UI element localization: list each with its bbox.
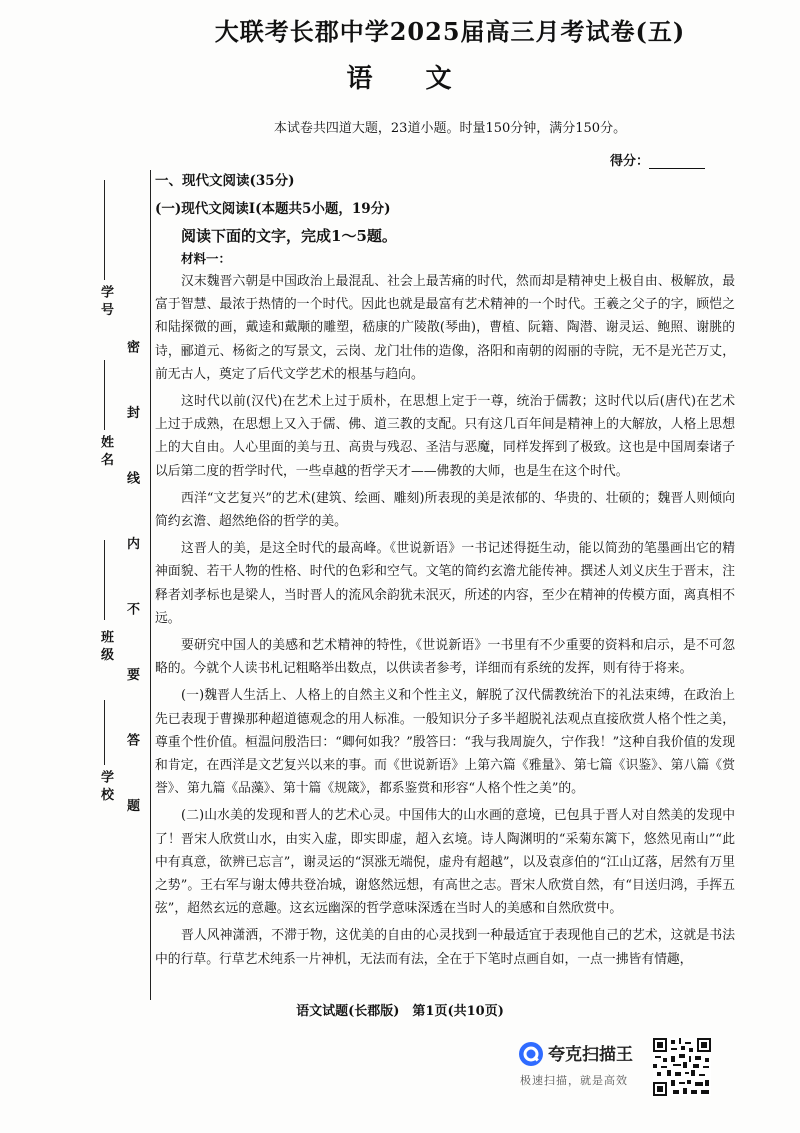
exam-instructions: 本试卷共四道大题，23道小题。时量150分钟，满分150分。 — [273, 121, 627, 136]
scanner-watermark — [510, 1038, 720, 1098]
paragraph: (一)魏晋人生活上、人格上的自然主义和个性主义，解脱了汉代儒教统治下的礼法束缚，在政治上先已表现于曹操那种超道德观念的用人标准。一般知识分子多半超脱礼法观点直接欣赏人格个性之美，尊重个性价值。桓温问殷浩曰：“卿何如我？”殷答曰：“我与我周旋久，宁作我！”这种自我价值的发现和肯定，在西洋是文艺复兴以来的事。而《世说新语》上第六篇《雅量》、第七篇《识鉴》、第八篇《赏誉》、第九篇《品藻》、第十篇《规箴》，都系鉴赏和形容“人格个性之美”的。 — [155, 688, 735, 797]
subsection-heading: (一)现代文阅读Ⅰ(本题共5小题，19分) — [155, 201, 391, 217]
paragraph: 要研究中国人的美感和艺术精神的特性，《世说新语》一书里有不少重要的资料和启示，是不可忽略的。今就个人读书札记粗略举出数点，以供读者参考，详细而有系统的发挥，则有待于将来。 — [155, 638, 735, 677]
main-content — [155, 170, 735, 975]
score-label: 得分： — [610, 154, 650, 169]
section-heading: 一、现代文阅读(35分) — [155, 173, 295, 189]
reading-instruction: 阅读下面的文字，完成1～5题。 — [181, 227, 397, 245]
exam-title: 大联考长郡中学2025届高三月考试卷(五) — [214, 17, 686, 46]
paragraph: 西洋“文艺复兴”的艺术(建筑、绘画、雕刻)所表现的美是浓郁的、华贵的、壮硕的；魏晋人则倾向简约玄澹、超然绝俗的哲学的美。 — [155, 490, 735, 530]
qr-code-icon — [653, 1038, 711, 1096]
class-blank — [104, 540, 105, 620]
class-label: 班 级 — [98, 630, 113, 661]
school-label: 学 校 — [98, 770, 113, 801]
id-blank — [104, 180, 105, 280]
id-label: 学 号 — [98, 285, 113, 316]
scanner-name: 夸克扫描王 — [548, 1045, 633, 1065]
paragraph: 这晋人的美，是这全时代的最高峰。《世说新语》一书记述得挺生动，能以简劲的笔墨画出它的精神面貌、若干人物的性格、时代的色彩和空气。文笔的简约玄澹尤能传神。撰述人刘义庆生于晋末，注释者刘孝标也是梁人，当时晋人的流风余韵犹未泯灭，所述的内容，至少在精神的传模方面，离真相不远。 — [155, 541, 735, 626]
paragraph: 汉末魏晋六朝是中国政治上最混乱、社会上最苦痛的时代，然而却是精神史上极自由、极解放，最富于智慧、最浓于热情的一个时代。因此也就是最富有艺术精神的一个时代。王羲之父子的字，顾恺之和陆探微的画，戴逵和戴颙的雕塑，嵇康的广陵散(琴曲)，曹植、阮籍、陶潜、谢灵运、鲍照、谢朓的诗，郦道元、杨衒之的写景文，云岗、龙门壮伟的造像，洛阳和南朝的闳丽的寺院，无不是光芒万丈，前无古人，奠定了后代文学艺术的根基与趋向。 — [155, 274, 735, 382]
subject-title: 语 文 — [346, 64, 474, 94]
paragraph: 这时代以前(汉代)在艺术上过于质朴，在思想上定于一尊，统治于儒教；这时代以后(唐代)在艺术上过于成熟，在思想上又入于儒、佛、道三教的支配。只有这几百年间是精神上的大解放，人格上思想上的大自由。人心里面的美与丑、高贵与残忍、圣洁与恶魔，同样发挥到了极致。这也是中国周秦诸子以后第二度的哲学时代，一些卓越的哲学天才——佛教的大师，也是生在这个时代。 — [155, 394, 735, 479]
seal-line — [150, 170, 151, 1000]
school-blank — [104, 700, 105, 765]
material-label: 材料一： — [181, 251, 232, 266]
name-blank — [104, 360, 105, 430]
scanner-tagline: 极速扫描，就是高效 — [520, 1074, 628, 1087]
score-field — [610, 150, 705, 169]
paragraph: (二)山水美的发现和晋人的艺术心灵。中国伟大的山水画的意境，已包具于晋人对自然美的发现中了！晋宋人欣赏山水，由实入虚，即实即虚，超入玄境。诗人陶渊明的“采菊东篱下，悠然见南山”“此中有真意，欲辨已忘言”，谢灵运的“溟涨无端倪，虚舟有超越”，以及袁彦伯的“江山辽落，居然有万里之势”。王右军与谢太傅共登冶城，谢悠然远想，有高世之志。晋宋人欣赏自然，有“目送归鸿，手挥五弦”，超然玄远的意趣。这玄远幽深的哲学意味深透在当时人的美感和自然欣赏中。 — [155, 808, 735, 917]
seal-line-text: 密 封 线 内 不 要 答 题 — [124, 340, 139, 836]
paragraph: 晋人风神潇洒，不滞于物，这优美的自由的心灵找到一种最适宜于表现他自己的艺术，这就是书法中的行草。行草艺术纯系一片神机，无法而有法，全在于下笔时点画自如，一点一拂皆有情趣， — [155, 928, 735, 967]
score-blank — [649, 154, 705, 169]
scanner-logo-icon — [518, 1041, 544, 1067]
name-label: 姓 名 — [98, 435, 113, 466]
page-footer: 语文试题(长郡版) 第1页(共10页) — [296, 1004, 504, 1019]
